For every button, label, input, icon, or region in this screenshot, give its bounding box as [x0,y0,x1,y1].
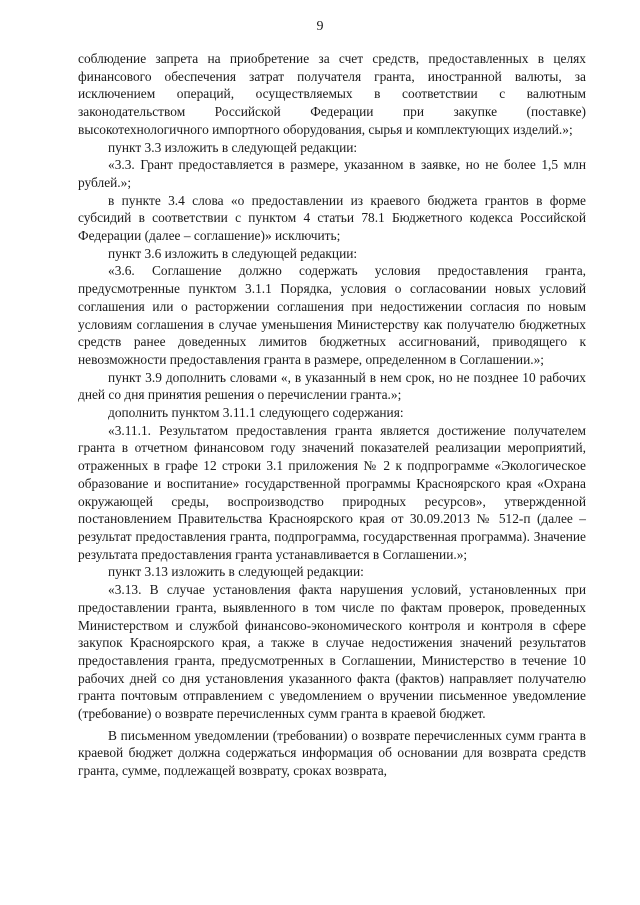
paragraph-point-3-11-1-text: «3.11.1. Результатом предоставления гранта является достижение получателем гранта в отчетном финансовом году значений показателей реализации мероприятий, отраженных в графе 12 строки 3.1 приложения № 2 к подпрограмме «Экологическое образование и воспитание» государственной программы Красноярского края «Охрана окружающей среды, воспроизводство природных ресурсов», утвержденной постановлением Правительства Красноярского края от 30.09.2013 № 512-п (далее – результат предоставления гранта, подпрограмма, государственная программа). Значение результата предоставления гранта устанавливается в Соглашении.»; [78,422,586,562]
paragraph-point-3-3-intro: пункт 3.3 изложить в следующей редакции: [108,139,358,155]
paragraph-currency-prohibition: соблюдение запрета на приобретение за счет средств, предоставленных в целях финансового обеспечения затрат получателя гранта, иностранной валюты, за исключением операций, осуществляемых в соответствии с валютным законодательством Российской Федерации при закупке (поставке) высокотехнологичного импортного оборудования, сырья и комплектующих изделий.»; [78,51,586,137]
paragraph-point-3-6-text: «3.6. Соглашение должно содержать условия предоставления гранта, предусмотренные пунктом 3.1.1 Порядка, условия о согласовании новых условий соглашения или о расторжении соглашения при недостижении согласия по новым условиям соглашения в случае уменьшения Министерству как получателю бюджетных средств ранее доведенных лимитов бюджетных ассигнований, приводящего к невозможности предоставления гранта в размере, определенном в Соглашении.»; [78,263,586,367]
paragraph-point-3-9: пункт 3.9 дополнить словами «, в указанный в нем срок, но не позднее 10 рабочих дней со дня принятия решения о перечислении гранта.»; [78,369,586,403]
paragraph-point-3-13-intro: пункт 3.13 изложить в следующей редакции: [108,564,364,580]
document-body [78,50,586,780]
paragraph-point-3-6-intro: пункт 3.6 изложить в следующей редакции: [108,245,358,261]
page-number: 9 [316,19,324,34]
paragraph-point-3-11-1-intro: дополнить пунктом 3.11.1 следующего содержания: [108,405,404,421]
paragraph-point-3-4: в пункте 3.4 слова «о предоставлении из краевого бюджета грантов в форме субсидий в соответствии с пунктом 4 статьи 78.1 Бюджетного кодекса Российской Федерации (далее – соглашение)» исключить; [78,192,586,244]
paragraph-point-3-3-text: «3.3. Грант предоставляется в размере, указанном в заявке, но не более 1,5 млн рублей.»; [78,157,586,190]
paragraph-point-3-13-text: «3.13. В случае установления факта нарушения условий, установленных при предоставлении гранта, выявленного в том числе по фактам проверок, проведенных Министерством и службой финансово-экономического контроля и контроля в сфере закупок Красноярского края, а также в случае недостижения значений результатов предоставления гранта, предусмотренных в Соглашении, Министерство в течение 10 рабочих дней со дня установления указанного факта (фактов) направляет получателю гранта почтовым отправлением с уведомлением о вручении письменное уведомление (требование) о возврате перечисленных сумм гранта в краевой бюджет. [78,582,586,722]
paragraph-written-notice: В письменном уведомлении (требовании) о возврате перечисленных сумм гранта в краевой бюджет должна содержаться информация об основании для возврата средств гранта, сумме, подлежащей возврату, сроках возврата, [78,727,586,779]
